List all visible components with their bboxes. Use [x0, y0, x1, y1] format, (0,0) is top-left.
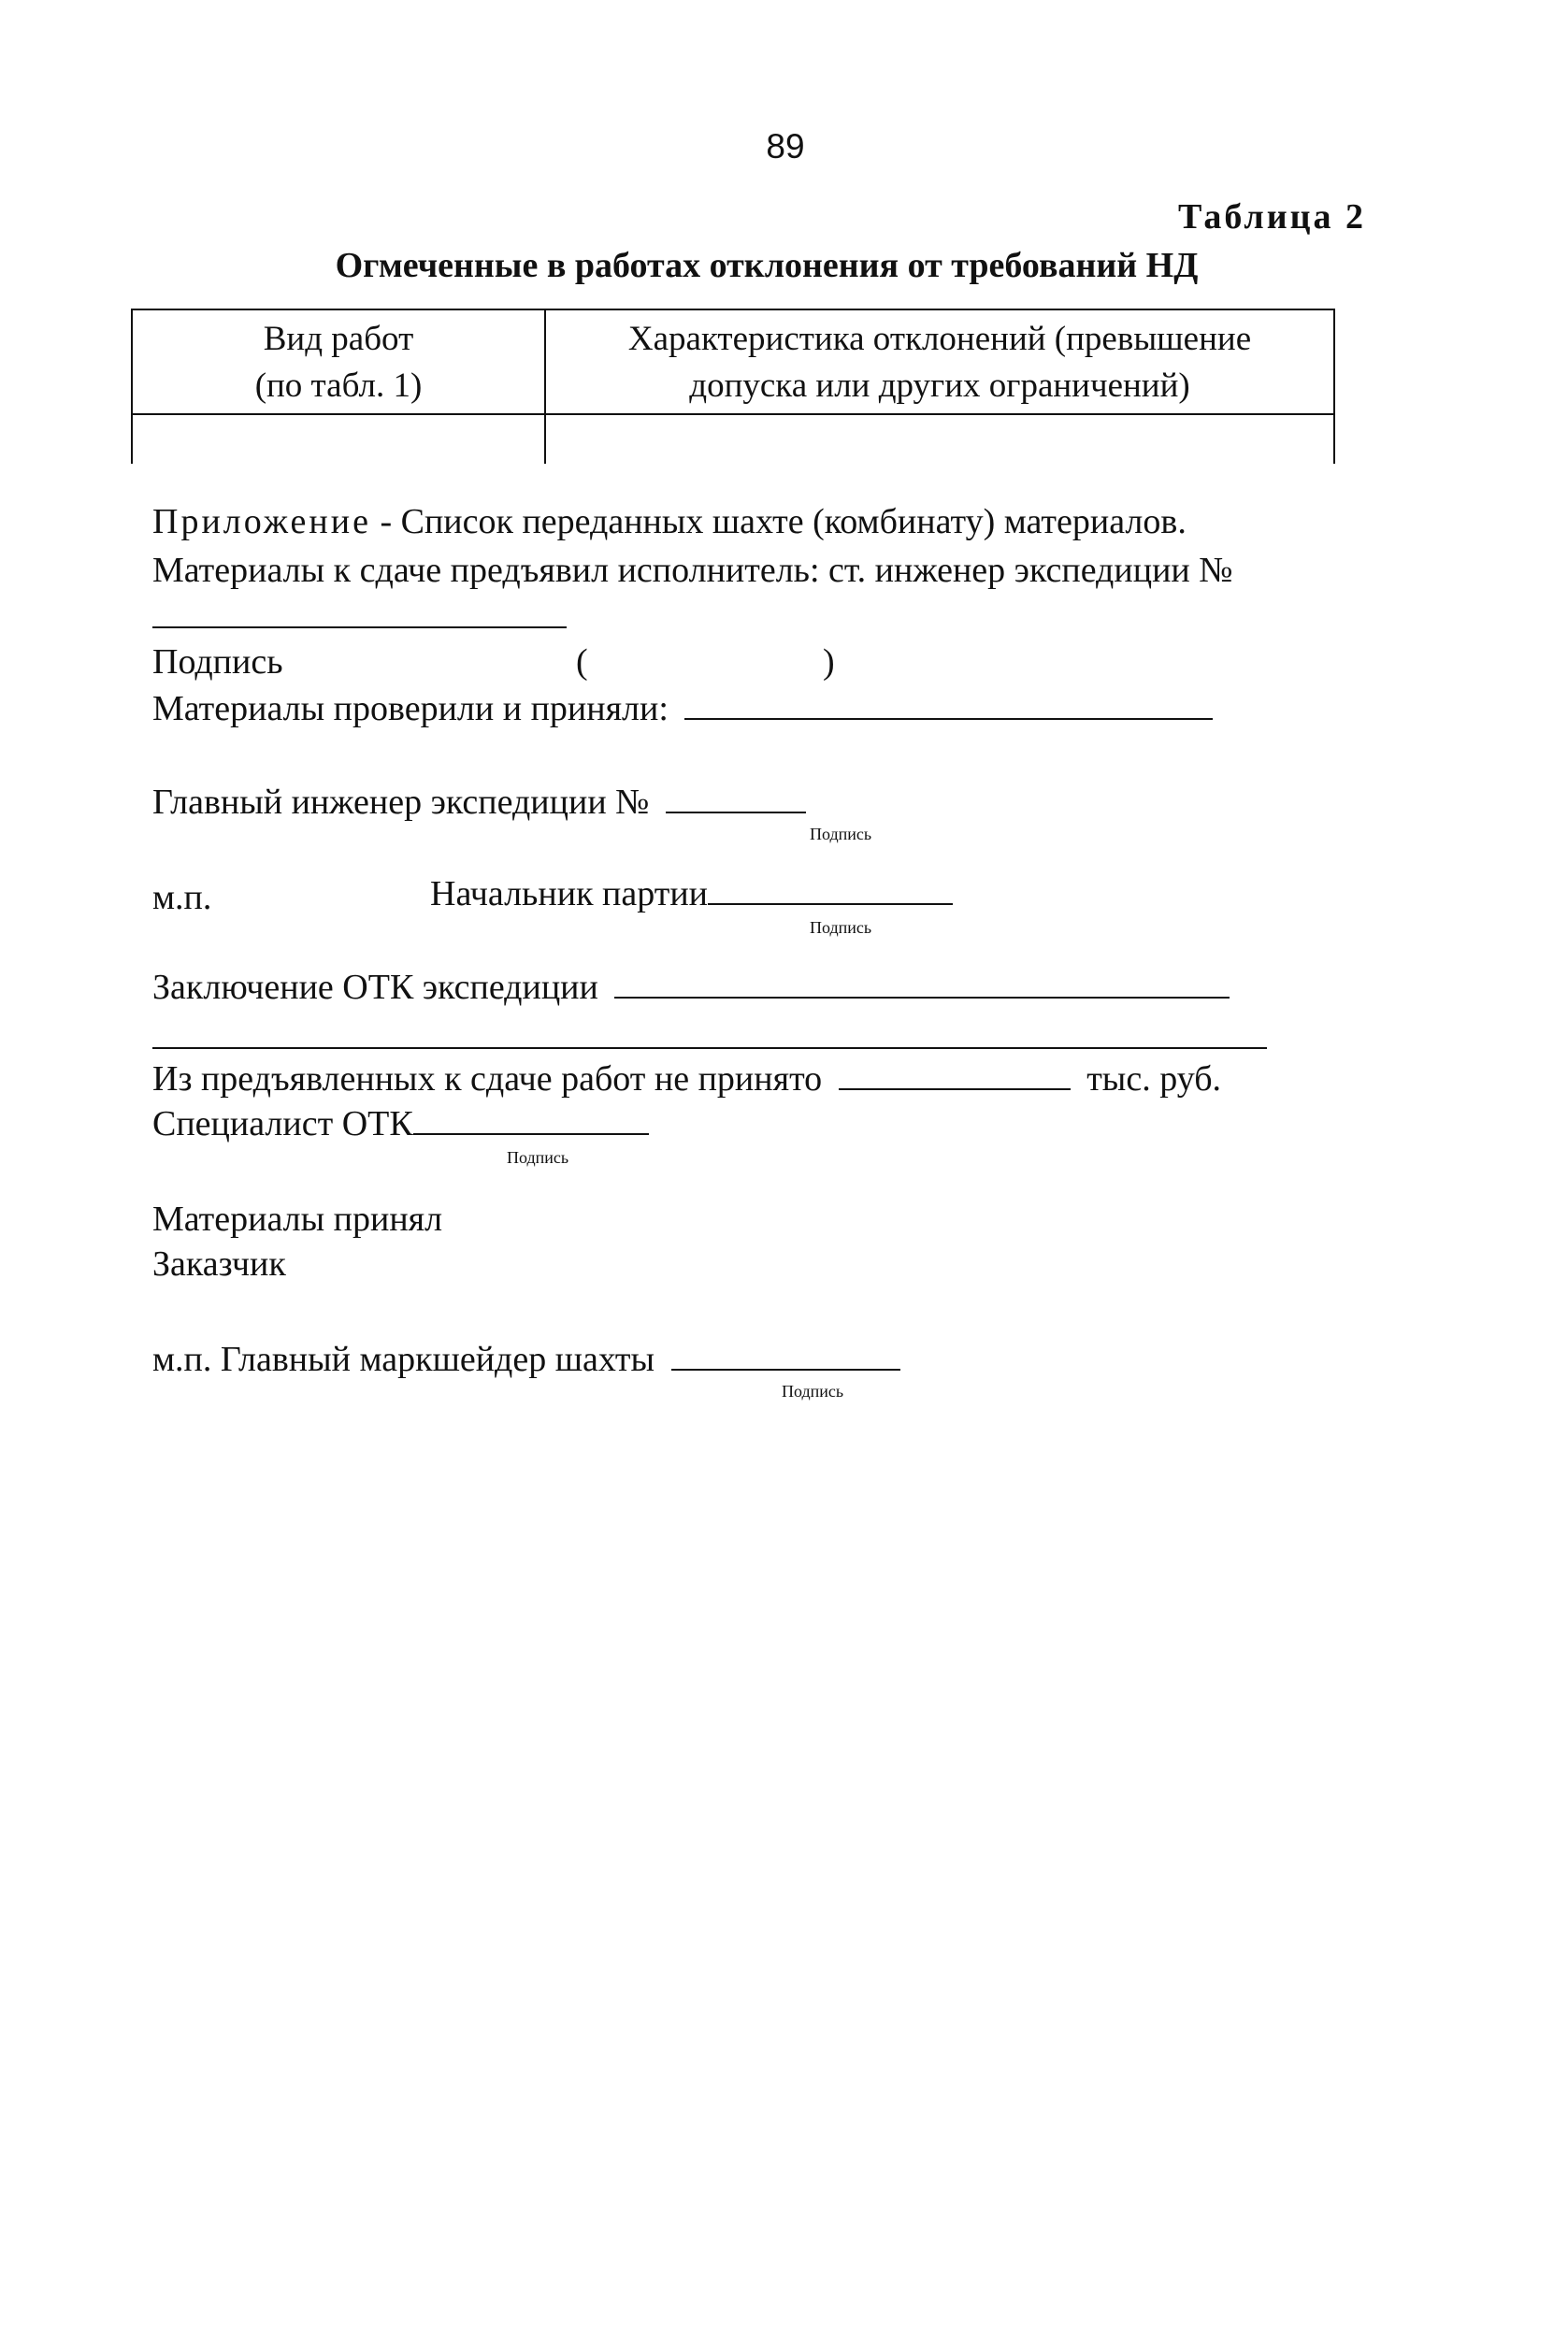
header-work-type-line2: (по табл. 1) [254, 367, 423, 405]
chief-engineer-sign-caption: Подпись [810, 825, 872, 843]
appendix-line [152, 501, 1187, 542]
otk-conclusion-label: Заключение ОТК экспедиции [152, 968, 598, 1007]
otk-specialist-label: Специалист ОТК [152, 1104, 413, 1143]
table-title: Огмеченные в работах отклонения от требований НД [335, 246, 1199, 285]
chief-surveyor-line [152, 1339, 900, 1380]
currency-label: тыс. руб. [1086, 1059, 1222, 1099]
header-work-type [132, 309, 545, 414]
customer-label: Заказчик [152, 1244, 286, 1284]
party-head-label: Начальник партии [430, 874, 709, 913]
open-paren: ( [576, 642, 588, 682]
checked-blank [684, 690, 1213, 720]
not-accepted-label: Из предъявленных к сдаче работ не принято [152, 1059, 823, 1099]
chief-surveyor-label: м.п. Главный маркшейдер шахты [152, 1340, 655, 1379]
party-head-line [430, 873, 953, 914]
header-deviation-line2: допуска или других ограничений) [689, 367, 1190, 405]
table-cell-deviation [545, 414, 1334, 464]
submitted-line: Материалы к сдаче предъявил исполнитель: ст. инженер экспедиции № [152, 551, 1233, 590]
table-label: Таблица 2 [1177, 197, 1366, 237]
stamp-label-1: м.п. [152, 878, 212, 917]
chief-surveyor-blank [671, 1341, 900, 1371]
checked-label: Материалы проверили и приняли: [152, 689, 669, 728]
not-accepted-line [152, 1058, 1221, 1100]
chief-engineer-label: Главный инженер экспедиции № [152, 783, 650, 822]
close-paren: ) [823, 642, 835, 682]
table-header-row [132, 309, 1334, 414]
party-head-sign-caption: Подпись [810, 918, 872, 937]
header-deviation [545, 309, 1334, 414]
executor-blank-line [152, 626, 567, 628]
page-number: 89 [766, 127, 805, 165]
otk-specialist-blank [413, 1105, 649, 1135]
chief-engineer-line [152, 782, 806, 823]
otk-conclusion-line [152, 967, 1230, 1008]
otk-specialist-line [152, 1103, 649, 1144]
party-head-blank [708, 875, 953, 905]
signature-label: Подпись [152, 642, 283, 682]
chief-surveyor-sign-caption: Подпись [782, 1382, 844, 1401]
appendix-text: - Список переданных шахте (комбинату) материалов. [370, 502, 1187, 541]
otk-specialist-sign-caption: Подпись [507, 1148, 569, 1167]
deviations-table [131, 309, 1335, 464]
header-work-type-line1: Вид работ [263, 320, 414, 358]
checked-line [152, 688, 1213, 729]
chief-engineer-blank [666, 783, 806, 813]
table-cell-work-type [132, 414, 545, 464]
otk-conclusion-blank-2 [152, 1047, 1267, 1049]
otk-conclusion-blank [614, 969, 1230, 999]
header-deviation-line1: Характеристика отклонений (превышение [627, 320, 1252, 358]
not-accepted-blank [839, 1060, 1071, 1090]
table-row [132, 414, 1334, 464]
appendix-label: Приложение [152, 502, 371, 541]
accepted-label: Материалы принял [152, 1200, 443, 1239]
